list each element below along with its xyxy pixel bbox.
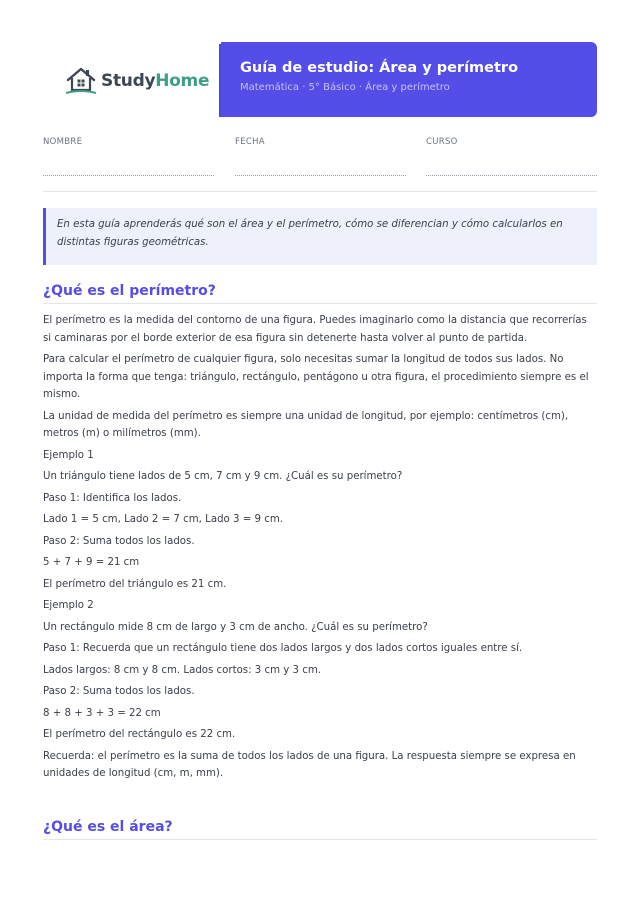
title-banner [221, 42, 597, 117]
field-fecha-label: FECHA [235, 137, 265, 147]
page-title: Guía de estudio: Área y perímetro [240, 60, 519, 76]
paragraph: El perímetro es la medida del contorno de una figura. Puedes imaginarlo como la distancia que recorrerías si caminaras por el borde exterior de esa figura sin detenerte hasta volver al punto de partida. [43, 315, 587, 344]
example-label: Ejemplo 2 [43, 600, 94, 611]
field-curso-label: CURSO [426, 137, 458, 147]
section-heading-area: ¿Qué es el área? [43, 819, 597, 840]
paragraph: El perímetro del triángulo es 21 cm. [43, 578, 227, 590]
paragraph: Paso 1: Identifica los lados. [43, 492, 182, 504]
field-nombre-line [43, 175, 214, 176]
brand-logo [65, 66, 209, 96]
paragraph: Un triángulo tiene lados de 5 cm, 7 cm y 9 cm. ¿Cuál es su perímetro? [43, 471, 403, 482]
paragraph: Paso 1: Recuerda que un rectángulo tiene dos lados largos y dos lados cortos iguales entre sí. [43, 643, 523, 654]
page-subtitle: Matemática · 5° Básico · Área y perímetro [240, 82, 450, 93]
example-label: Ejemplo 1 [43, 449, 94, 461]
section-heading-perimetro: ¿Qué es el perímetro? [43, 283, 597, 304]
section-body-perimetro [43, 312, 597, 787]
paragraph: Un rectángulo mide 8 cm de largo y 3 cm de ancho. ¿Cuál es su perímetro? [43, 621, 428, 633]
paragraph: 5 + 7 + 9 = 21 cm [43, 557, 140, 568]
brand-name-home: Home [155, 71, 210, 91]
paragraph: Lados largos: 8 cm y 8 cm. Lados cortos: 3 cm y 3 cm. [43, 664, 322, 676]
paragraph: Paso 2: Suma todos los lados. [43, 535, 195, 547]
brand-name-study: Study [101, 71, 156, 91]
paragraph: 8 + 8 + 3 + 3 = 22 cm [43, 707, 161, 719]
paragraph: El perímetro del rectángulo es 22 cm. [43, 729, 236, 740]
field-nombre-label: NOMBRE [43, 137, 83, 147]
house-icon [65, 66, 97, 96]
student-fields [43, 137, 597, 192]
paragraph: Lado 1 = 5 cm, Lado 2 = 7 cm, Lado 3 = 9 cm. [43, 514, 283, 525]
paragraph: La unidad de medida del perímetro es siempre una unidad de longitud, por ejemplo: centímetros (cm), metros (m) o milímetros (mm). [43, 410, 569, 439]
field-curso[interactable] [426, 137, 597, 147]
brand-name [101, 71, 209, 91]
paragraph: Recuerda: el perímetro es la suma de todos los lados de una figura. La respuesta siempre se expresa en unidades de longitud (cm, m, mm). [43, 750, 576, 779]
field-nombre[interactable] [43, 137, 214, 147]
paragraph: Para calcular el perímetro de cualquier figura, solo necesitas sumar la longitud de todos sus lados. No importa la forma que tenga: triángulo, rectángulo, pentágono u otra figura, el procedimiento siempre es el mismo. [43, 354, 589, 400]
field-fecha[interactable] [235, 137, 406, 147]
field-fecha-line [235, 175, 406, 176]
guide-header [43, 42, 597, 118]
paragraph: Paso 2: Suma todos los lados. [43, 686, 195, 697]
field-curso-line [426, 175, 597, 176]
intro-callout [43, 208, 597, 265]
intro-text: En esta guía aprenderás qué son el área y el perímetro, cómo se diferencian y cómo calcularlos en distintas figuras geométricas. [57, 219, 563, 248]
